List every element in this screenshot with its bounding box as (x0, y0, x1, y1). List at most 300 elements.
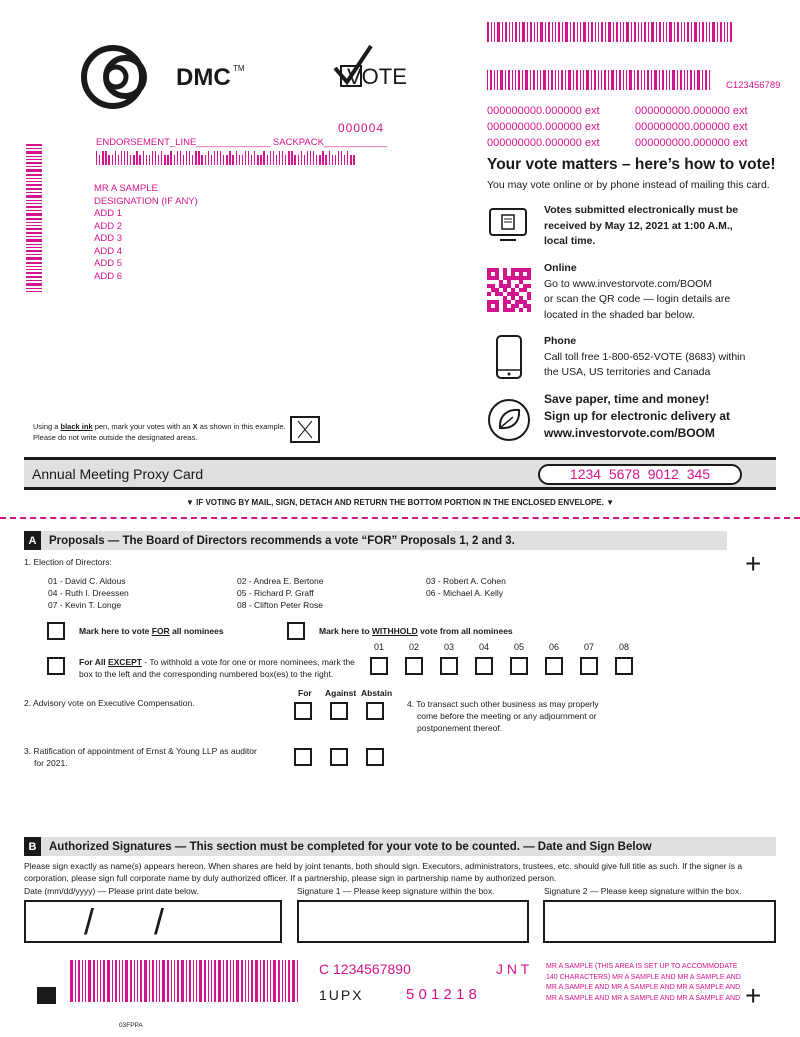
barcode-bar (659, 70, 660, 90)
qr-module (519, 288, 523, 292)
barcode-bar (591, 70, 592, 90)
proxy-bar (24, 457, 776, 490)
barcode-bar (663, 22, 664, 42)
barcode-bar (551, 70, 553, 90)
barcode-bar (598, 70, 599, 90)
barcode-bar (26, 151, 42, 154)
barcode-bar (208, 960, 209, 1002)
nominee-06-checkbox[interactable] (545, 657, 563, 675)
date-slash-1: / (84, 901, 95, 942)
qr-module (487, 284, 491, 288)
barcode-bar (273, 960, 276, 1002)
qr-module (519, 296, 523, 300)
dmc-rings-logo-icon (80, 44, 158, 110)
barcode-bar (255, 960, 258, 1002)
barcode-bar (189, 960, 191, 1002)
signature-1-box[interactable] (297, 900, 529, 943)
postal-bar (279, 151, 280, 165)
barcode-bar (260, 960, 261, 1002)
qr-module (527, 292, 531, 296)
barcode-bar (177, 960, 179, 1002)
postal-bar (143, 151, 144, 165)
address-line: ADD 3 (94, 233, 122, 244)
detach-line (0, 517, 800, 519)
qr-module (495, 304, 499, 308)
qr-module (503, 272, 507, 276)
qr-module (499, 292, 503, 296)
postal-bar (177, 151, 178, 165)
postal-bar (149, 155, 150, 165)
barcode-bar (137, 960, 138, 1002)
postal-bar (183, 155, 184, 165)
qr-module (503, 288, 507, 292)
qr-module (511, 308, 515, 312)
nominee-01-checkbox[interactable] (370, 657, 388, 675)
postal-bar (232, 155, 233, 165)
qr-module (519, 272, 523, 276)
barcode-bar (152, 960, 154, 1002)
footer-barcode (70, 960, 302, 1002)
dmc-logo (80, 44, 250, 110)
barcode-bar (107, 960, 110, 1002)
qr-module (499, 280, 503, 284)
barcode-bar (497, 70, 498, 90)
postal-bar (325, 155, 326, 165)
online-block: Online Go to www.investorvote.com/BOOM or scan the QR code — login details are located in the shaded bar below. (544, 262, 731, 321)
barcode-bar (518, 70, 520, 90)
barcode-bar (26, 210, 42, 211)
vote-logo (333, 42, 413, 94)
barcode-bar (537, 70, 538, 90)
barcode-bar (218, 960, 221, 1002)
barcode-bar (583, 70, 584, 90)
barcode-bar (199, 960, 202, 1002)
qr-module (511, 268, 515, 272)
barcode-bar (26, 272, 42, 274)
postal-bar (146, 155, 147, 165)
barcode-bar (601, 70, 602, 90)
barcode-bar (26, 262, 42, 264)
barcode-bar (162, 960, 165, 1002)
qr-module (487, 276, 491, 280)
postal-bar (164, 155, 165, 165)
qr-module (515, 268, 519, 272)
for-all-checkbox[interactable] (47, 622, 65, 640)
barcode-bar (522, 22, 525, 42)
postal-bar (257, 155, 258, 165)
barcode-bar (26, 276, 42, 278)
barcode-bar (647, 70, 649, 90)
barcode-bar (594, 70, 596, 90)
barcode-bar (159, 960, 160, 1002)
postal-bar (236, 151, 237, 165)
proposal-2-abstain-checkbox[interactable] (366, 702, 384, 720)
qr-module (507, 284, 511, 288)
qr-module (487, 292, 491, 296)
barcode-bar (26, 195, 42, 198)
barcode-bar (494, 70, 495, 90)
qr-module (491, 300, 495, 304)
postal-bar (167, 155, 168, 165)
barcode-bar (26, 162, 42, 164)
proposal-3-for-checkbox[interactable] (294, 748, 312, 766)
barcode-bar (580, 22, 581, 42)
left-vertical-barcode (26, 144, 42, 296)
endorsement-line: ENDORSEMENT_LINE______________ SACKPACK____________ (96, 137, 388, 148)
section-a-title: Proposals — The Board of Directors recommends a vote “FOR” Proposals 1, 2 and 3. (49, 534, 515, 547)
barcode-bar (672, 70, 675, 90)
barcode-bar (26, 206, 42, 208)
nominee-05-checkbox[interactable] (510, 657, 528, 675)
postal-bar (229, 151, 230, 165)
postal-bar (96, 151, 97, 165)
barcode-bar (144, 960, 147, 1002)
barcode-bar (282, 960, 283, 1002)
barcode-bar (487, 22, 489, 42)
postal-bar (273, 151, 274, 165)
for-all-except-checkbox[interactable] (47, 657, 65, 675)
postal-bar (186, 151, 187, 165)
barcode-bar (608, 22, 611, 42)
barcode-bar (727, 22, 728, 42)
qr-module (491, 268, 495, 272)
proposal-2-text: 2. Advisory vote on Executive Compensation. (24, 698, 195, 708)
barcode-bar (680, 70, 682, 90)
qr-module (527, 268, 531, 272)
proposal-3-abstain-checkbox[interactable] (366, 748, 384, 766)
sequence-number: 000004 (338, 121, 385, 135)
postal-bar (353, 155, 354, 165)
proposal-2-for-checkbox[interactable] (294, 702, 312, 720)
barcode-bar (505, 22, 507, 42)
barcode-bar (156, 960, 157, 1002)
barcode-bar (278, 960, 280, 1002)
qr-module (527, 284, 531, 288)
postal-bar (291, 151, 292, 165)
barcode-bar (223, 960, 224, 1002)
postal-bar (267, 155, 268, 165)
postal-bar (217, 151, 218, 165)
barcode-bar (677, 70, 678, 90)
qr-module (495, 288, 499, 292)
leaf-icon (487, 398, 531, 442)
barcode-bar (82, 960, 83, 1002)
qr-module (527, 296, 531, 300)
qr-module (519, 308, 523, 312)
postal-bar (347, 151, 348, 165)
postal-bar (192, 155, 193, 165)
qr-module (527, 304, 531, 308)
barcode-bar (100, 960, 101, 1002)
postal-bar (248, 151, 249, 165)
barcode-bar (634, 70, 635, 90)
barcode-bar (26, 236, 42, 237)
vote-word: VOTE (347, 64, 407, 89)
nominee-02-checkbox[interactable] (405, 657, 423, 675)
postal-bar (136, 151, 137, 165)
barcode-bar (525, 70, 528, 90)
sig1-label: Signature 1 — Please keep signature within the box. (297, 886, 495, 896)
barcode-bar (26, 222, 42, 223)
qr-module (515, 300, 519, 304)
barcode-bar (709, 70, 710, 90)
barcode-bar (97, 960, 98, 1002)
for-all-except-label: For All EXCEPT - To withhold a vote for one or more nominees, mark the box to the left and the corresponding numbered box(es) to the right. (79, 657, 355, 679)
barcode-bar (641, 22, 642, 42)
withhold-all-label: Mark here to WITHHOLD vote from all nominees (319, 626, 513, 636)
proposal-2-against-checkbox[interactable] (330, 702, 348, 720)
postal-barcode (96, 151, 358, 165)
barcode-bar (562, 22, 563, 42)
proxy-bar-title: Annual Meeting Proxy Card (32, 466, 204, 482)
barcode-bar (631, 22, 632, 42)
barcode-bar (720, 22, 722, 42)
barcode-bar (580, 70, 581, 90)
phone-block: Phone Call toll free 1-800-652-VOTE (8683) within the USA, US territories and Canada (544, 335, 746, 378)
barcode-bar (644, 22, 646, 42)
withhold-all-checkbox[interactable] (287, 622, 305, 640)
section-b-header (24, 837, 776, 856)
qr-module (495, 276, 499, 280)
barcode-bar (134, 960, 135, 1002)
footer-plus: + (745, 980, 762, 1011)
barcode-bar (573, 22, 575, 42)
barcode-bar (527, 22, 528, 42)
barcode-bar (699, 22, 700, 42)
barcode-bar (171, 960, 172, 1002)
postal-bar (242, 155, 243, 165)
postal-bar (180, 151, 181, 165)
barcode-bar (78, 960, 80, 1002)
barcode-bar (26, 156, 42, 157)
qr-module (519, 268, 523, 272)
barcode-bar (651, 70, 652, 90)
barcode-bar (522, 70, 523, 90)
qr-module (503, 268, 507, 272)
qr-module (503, 308, 507, 312)
barcode-bar (616, 70, 617, 90)
barcode-bar (26, 244, 42, 245)
qr-module (491, 308, 495, 312)
date-input-box[interactable] (24, 900, 282, 943)
address-line: DESIGNATION (IF ANY) (94, 195, 198, 207)
address-line: ADD 4 (94, 245, 122, 257)
address-line: ADD 1 (94, 208, 122, 219)
barcode-bar (26, 254, 42, 255)
barcode-bar (555, 70, 556, 90)
barcode-bar (666, 70, 667, 90)
barcode-bar (26, 225, 42, 226)
postal-bar (102, 151, 103, 165)
barcode-bar (659, 22, 661, 42)
barcode-bar (204, 960, 206, 1002)
footer-upx: 1UPX (319, 987, 364, 1003)
barcode-bar (88, 960, 91, 1002)
barcode-bar (26, 181, 42, 182)
postal-bar (133, 155, 134, 165)
nominee-03-checkbox[interactable] (440, 657, 458, 675)
footer-control-number: C 1234567890 (319, 961, 411, 977)
barcode-bar (626, 22, 629, 42)
barcode-bar (130, 960, 132, 1002)
section-b-title: Authorized Signatures — This section must be completed for your vote to be counted. — Date and Sign Below (49, 840, 652, 853)
barcode-bar (26, 283, 42, 286)
signature-instructions: Please sign exactly as name(s) appears hereon. When shares are held by joint tenants, both should sign. Executors, administrators, trustees, etc. should give full title as such. If the signer is a corporation, please sign full corporate name by duly authorized officer. If a partnership, please sign in partnership name by authorized person. (24, 861, 743, 883)
barcode-bar (623, 22, 624, 42)
barcode-bar (193, 960, 194, 1002)
barcode-bar (26, 266, 42, 267)
barcode-bar (687, 70, 688, 90)
barcode-bar (709, 22, 710, 42)
postal-bar (335, 155, 336, 165)
signature-2-box[interactable] (543, 900, 776, 943)
qr-module (507, 300, 511, 304)
postal-bar (260, 155, 261, 165)
barcode-bar (26, 228, 42, 230)
qr-module (487, 268, 491, 272)
barcode-bar (502, 22, 503, 42)
barcode-bar (616, 22, 618, 42)
postal-bar (189, 151, 190, 165)
qr-module (515, 276, 519, 280)
barcode-bar (555, 22, 556, 42)
postal-bar (245, 151, 246, 165)
qr-module (523, 300, 527, 304)
sig2-label: Signature 2 — Please keep signature within the box. (544, 886, 742, 896)
postal-bar (108, 155, 109, 165)
barcode-bar (623, 70, 624, 90)
barcode-bar (181, 960, 184, 1002)
barcode-bar (558, 22, 560, 42)
qr-module (487, 300, 491, 304)
barcode-bar (292, 960, 295, 1002)
barcode-bar (122, 960, 123, 1002)
barcode-bar (576, 70, 578, 90)
save-block: Save paper, time and money! Sign up for electronic delivery at www.investorvote.com/BOOM (544, 392, 731, 440)
barcode-bar (70, 960, 73, 1002)
postal-bar (220, 151, 221, 165)
barcode-bar (214, 960, 216, 1002)
section-b-label: B (24, 837, 41, 856)
barcode-bar (662, 70, 664, 90)
barcode-bar (570, 22, 571, 42)
barcode-bar (26, 178, 42, 179)
barcode-bar (26, 203, 42, 204)
barcode-bar (730, 22, 732, 42)
barcode-bar (634, 22, 636, 42)
postal-bar (174, 155, 175, 165)
qr-module (527, 276, 531, 280)
barcode-bar (297, 960, 298, 1002)
nominee-04-checkbox[interactable] (475, 657, 493, 675)
postal-bar (161, 151, 162, 165)
barcode-bar (568, 70, 571, 90)
postal-bar (121, 151, 122, 165)
postal-bar (338, 151, 339, 165)
qr-module (511, 304, 515, 308)
address-line: ADD 6 (94, 270, 122, 282)
qr-module (515, 292, 519, 296)
barcode-bar (656, 22, 657, 42)
postal-bar (127, 151, 128, 165)
barcode-bar (588, 22, 589, 42)
barcode-bar (702, 70, 703, 90)
barcode-bar (509, 22, 510, 42)
footer-black-square (37, 987, 56, 1004)
barcode-bar (654, 70, 657, 90)
proposal-3-against-checkbox[interactable] (330, 748, 348, 766)
postal-bar (288, 151, 289, 165)
barcode-bar (515, 70, 516, 90)
qr-module (495, 268, 499, 272)
postal-bar (344, 155, 345, 165)
barcode-bar (119, 960, 120, 1002)
control-code-top: C123456789 (726, 80, 781, 91)
barcode-bar (595, 22, 596, 42)
barcode-bar (637, 70, 639, 90)
example-mark-box (290, 416, 320, 443)
barcode-bar (540, 70, 541, 90)
barcode-bar (26, 269, 42, 270)
barcode-bar (26, 188, 42, 190)
electronic-note: Votes submitted electronically must be received by May 12, 2021 at 1:00 A.M., local time. (544, 204, 739, 247)
barcode-bar (644, 70, 645, 90)
postal-bar (124, 151, 125, 165)
barcode-bar (537, 22, 538, 42)
qr-module (491, 276, 495, 280)
barcode-bar (26, 239, 42, 242)
qr-module (491, 284, 495, 288)
postal-bar (214, 151, 215, 165)
barcode-bar (112, 960, 113, 1002)
postal-bar (341, 151, 342, 165)
phone-icon (495, 334, 523, 380)
ink-instructions: Using a black ink pen, mark your votes with an X as shown in this example. Please do not write outside the designated areas. (33, 422, 286, 442)
barcode-bar (149, 960, 150, 1002)
barcode-bar (512, 22, 513, 42)
qr-module (495, 272, 499, 276)
phone-title: Phone (544, 335, 577, 347)
barcode-bar (26, 218, 42, 220)
vote-subhead: You may vote online or by phone instead of mailing this card. (487, 179, 770, 191)
barcode-bar (573, 70, 574, 90)
nominee-07-checkbox[interactable] (580, 657, 598, 675)
for-all-label: Mark here to vote FOR all nominees (79, 626, 224, 636)
nominee-08-checkbox[interactable] (615, 657, 633, 675)
qr-module (503, 304, 507, 308)
barcode-bar (186, 960, 187, 1002)
barcode-bar (684, 22, 685, 42)
barcode-bar (26, 280, 42, 281)
barcode-bar (552, 22, 553, 42)
postal-bar (130, 155, 131, 165)
barcode-bar (263, 960, 265, 1002)
barcode-bar (651, 22, 654, 42)
barcode-bar (548, 22, 550, 42)
barcode-bar (267, 960, 268, 1002)
barcode-bar (702, 22, 704, 42)
footer-jnt: J N T (496, 961, 530, 977)
address-line: ADD 2 (94, 220, 122, 232)
section-a-header (24, 531, 727, 550)
postal-bar (307, 151, 308, 165)
barcode-bar (530, 22, 532, 42)
barcode-bar (601, 22, 603, 42)
qr-module (527, 308, 531, 312)
barcode-bar (638, 22, 639, 42)
barcode-bar (500, 70, 503, 90)
barcode-bar (230, 960, 231, 1002)
